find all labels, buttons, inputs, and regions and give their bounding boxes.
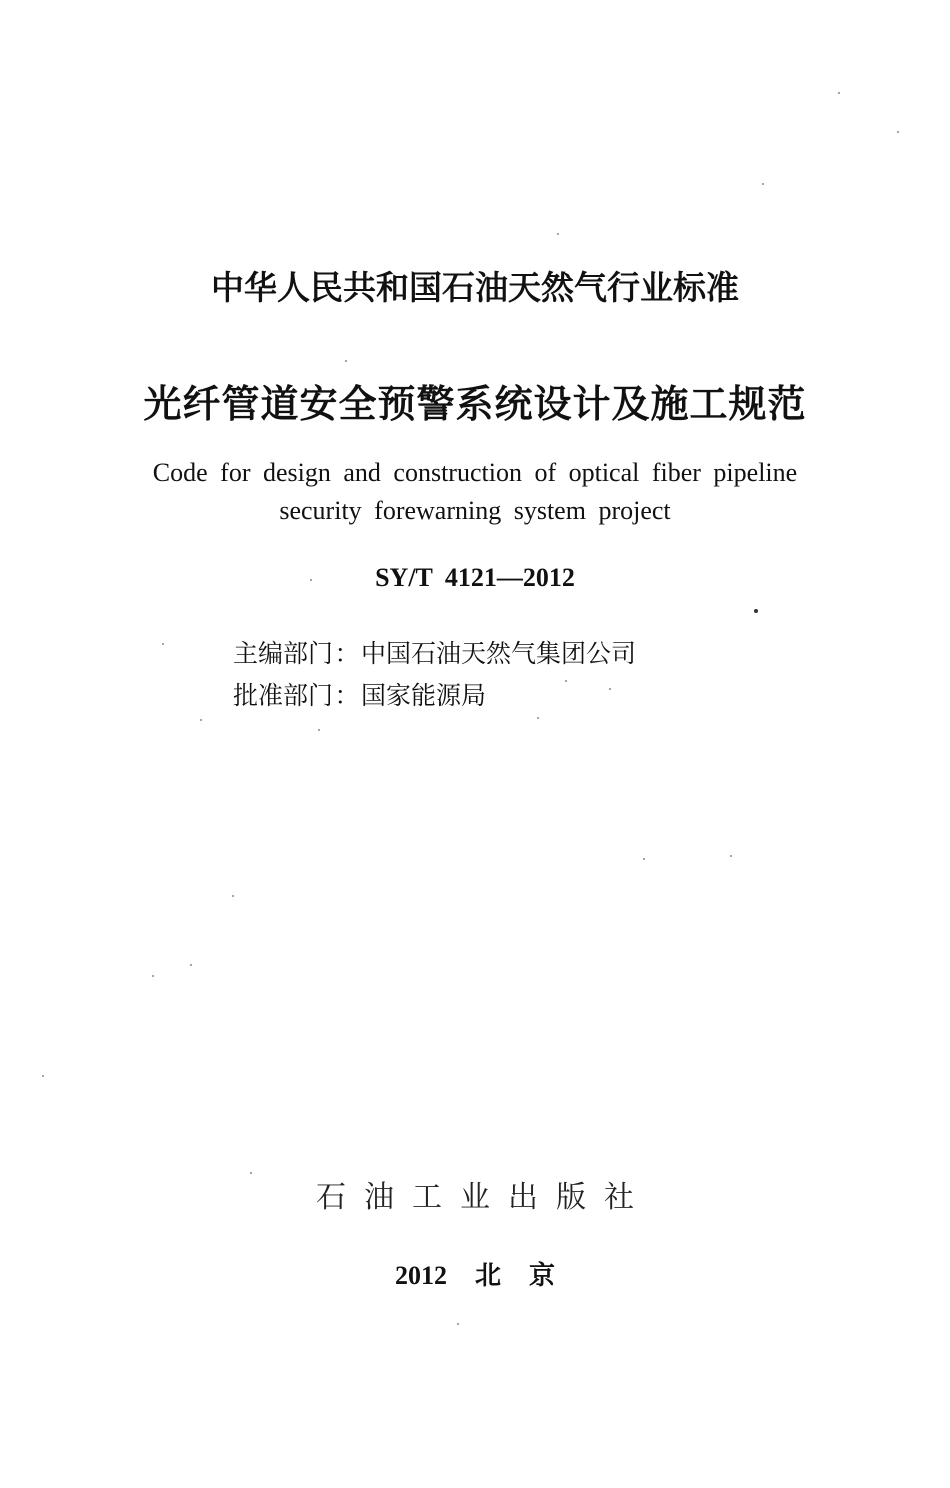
- publication-city-char-1: 北: [474, 1261, 501, 1290]
- scan-speck: [200, 719, 202, 721]
- approver-department: [233, 676, 486, 712]
- standard-code: [0, 563, 950, 593]
- scan-speck: [754, 609, 758, 613]
- publication-line: [0, 1255, 950, 1292]
- approver-value: 国家能源局: [361, 681, 487, 710]
- industry-standard-heading: 中华人民共和国石油天然气行业标准: [211, 268, 739, 307]
- chinese-title: 光纤管道安全预警系统设计及施工规范: [143, 382, 807, 426]
- scan-speck: [643, 858, 645, 860]
- standard-prefix: SY/T: [375, 563, 433, 592]
- scan-speck: [232, 895, 234, 897]
- scan-speck: [190, 964, 192, 966]
- scan-speck: [457, 1323, 459, 1325]
- publication-city-char-2: 京: [529, 1261, 556, 1290]
- english-title: [0, 454, 950, 530]
- editor-value: 中国石油天然气集团公司: [361, 639, 637, 668]
- publication-year: 2012: [394, 1261, 447, 1290]
- approver-separator: ：: [334, 681, 360, 710]
- editor-label: 主编部门: [233, 639, 334, 668]
- scan-speck: [565, 680, 567, 682]
- scan-speck: [537, 717, 539, 719]
- scan-speck: [609, 688, 611, 690]
- editor-department: [233, 634, 636, 670]
- scan-speck: [762, 183, 764, 185]
- scan-speck: [250, 1172, 252, 1174]
- scan-speck: [557, 233, 559, 235]
- scan-speck: [345, 360, 347, 362]
- scan-speck: [838, 92, 840, 94]
- scan-speck: [162, 643, 164, 645]
- scan-speck: [152, 975, 154, 977]
- standard-number: 4121—2012: [444, 563, 575, 592]
- english-title-line-1: Code for design and construction of optical fiber pipeline: [152, 458, 798, 487]
- scan-speck: [318, 729, 320, 731]
- scan-speck: [730, 855, 732, 857]
- approver-label: 批准部门: [233, 681, 334, 710]
- publisher-name: 石油工业出版社: [316, 1180, 652, 1215]
- scan-speck: [897, 131, 899, 133]
- scan-speck: [42, 1075, 44, 1077]
- editor-separator: ：: [334, 639, 360, 668]
- scan-speck: [310, 579, 312, 581]
- english-title-line-2: security forewarning system project: [279, 496, 671, 525]
